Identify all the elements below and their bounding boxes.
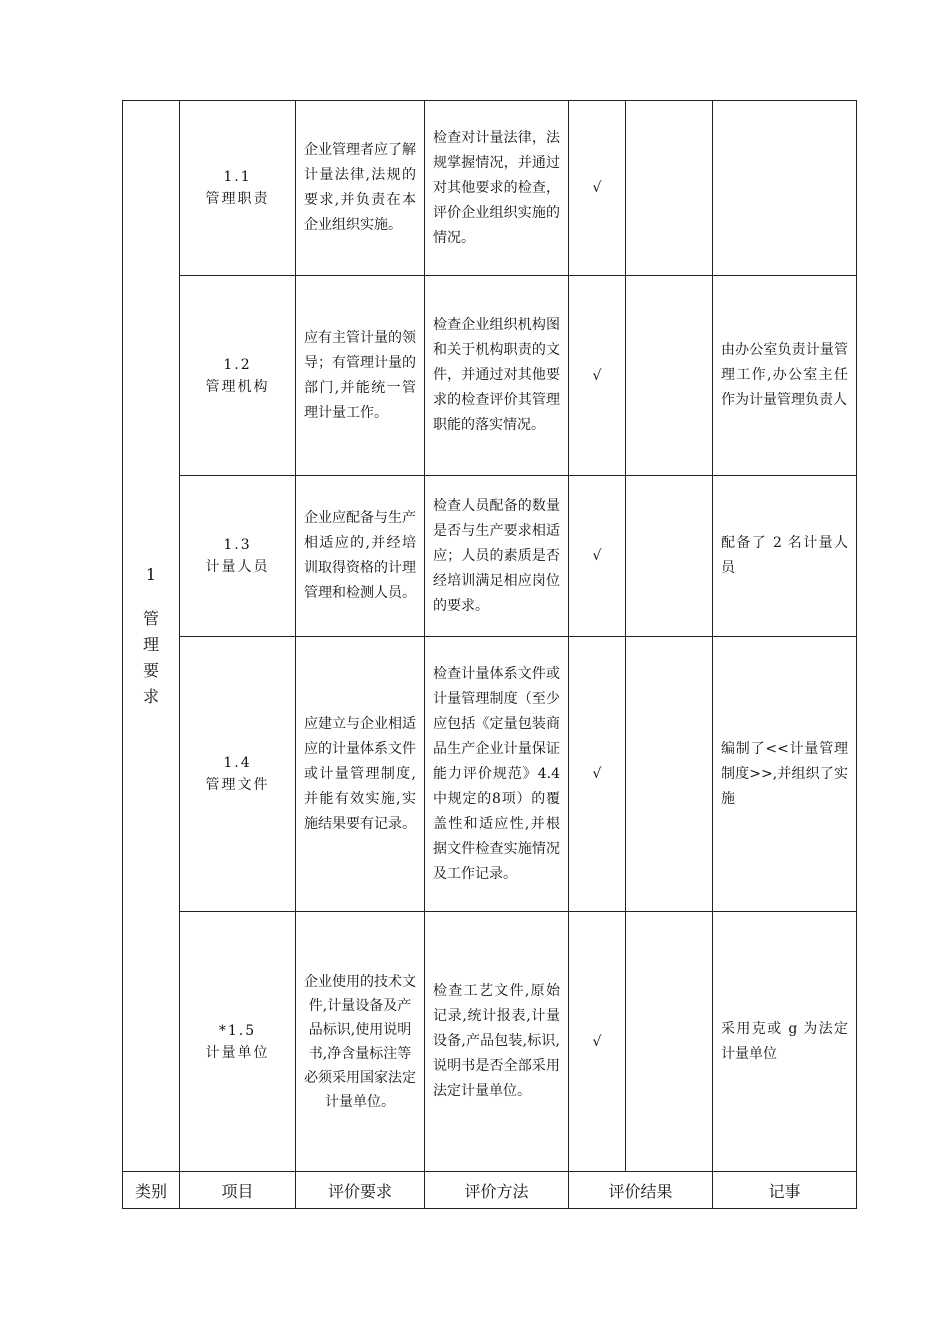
method-cell: 检查人员配备的数量是否与生产要求相适应；人员的素质是否经培训满足相应岗位的要求。	[425, 476, 569, 637]
method-cell: 检查计量体系文件或计量管理制度（至少应包括《定量包装商品生产企业计量保证能力评价规范》4.4中规定的8项）的覆盖性和适应性,并根据文件检查实施情况及工作记录。	[425, 637, 569, 912]
item-code: 1.2	[223, 356, 252, 373]
requirement-cell: 企业使用的技术文件,计量设备及产品标识,使用说明书,净含量标注等必须采用国家法定计量单位。	[296, 912, 425, 1172]
note-cell: 配备了 2 名计量人员	[713, 476, 857, 637]
result-check-cell: √	[569, 101, 626, 276]
item-cell	[180, 101, 296, 276]
method-cell: 检查企业组织机构图和关于机构职责的文件，并通过对其他要求的检查评价其管理职能的落实情况。	[425, 276, 569, 476]
table-row	[123, 912, 857, 1172]
method-cell: 检查对计量法律，法规掌握情况，并通过对其他要求的检查，评价企业组织实施的情况。	[425, 101, 569, 276]
table-row	[123, 101, 857, 276]
item-name: 计量人员	[205, 559, 270, 575]
category-char: 要	[142, 661, 159, 680]
result-extra-cell	[626, 476, 713, 637]
result-check-cell: √	[569, 476, 626, 637]
note-cell: 采用克或 g 为法定计量单位	[713, 912, 857, 1172]
category-number: 1	[145, 565, 157, 584]
note-cell	[713, 101, 857, 276]
footer-category: 类别	[123, 1172, 180, 1209]
table-row	[123, 276, 857, 476]
category-char: 求	[142, 687, 159, 706]
item-name: 管理文件	[205, 777, 270, 793]
item-name: 管理机构	[205, 378, 270, 395]
category-cell	[123, 101, 180, 1172]
footer-row	[123, 1172, 857, 1209]
requirement-cell: 企业管理者应了解计量法律,法规的要求,并负责在本企业组织实施。	[296, 101, 425, 276]
item-cell	[180, 912, 296, 1172]
table-row	[123, 637, 857, 912]
category-char: 管	[142, 609, 159, 628]
requirement-cell: 应有主管计量的领导；有管理计量的部门,并能统一管理计量工作。	[296, 276, 425, 476]
result-extra-cell	[626, 637, 713, 912]
footer-note: 记事	[713, 1172, 857, 1209]
item-code: *1.5	[218, 1022, 257, 1039]
item-name: 管理职责	[205, 191, 270, 207]
result-check-cell: √	[569, 637, 626, 912]
footer-requirement: 评价要求	[296, 1172, 425, 1209]
result-check-cell: √	[569, 276, 626, 476]
result-check-cell: √	[569, 912, 626, 1172]
item-cell	[180, 476, 296, 637]
item-code: 1.1	[223, 169, 252, 185]
note-cell: 由办公室负责计量管理工作,办公室主任作为计量管理负责人	[713, 276, 857, 476]
item-cell	[180, 637, 296, 912]
item-name: 计量单位	[205, 1044, 270, 1061]
result-extra-cell	[626, 912, 713, 1172]
category-char: 理	[142, 635, 159, 654]
evaluation-table	[122, 100, 857, 1209]
note-cell: 编制了<<计量管理制度>>,并组织了实施	[713, 637, 857, 912]
item-code: 1.4	[223, 755, 252, 771]
footer-item: 项目	[180, 1172, 296, 1209]
method-cell: 检查工艺文件,原始记录,统计报表,计量设备,产品包装,标识,说明书是否全部采用法定计量单位。	[425, 912, 569, 1172]
result-extra-cell	[626, 276, 713, 476]
requirement-cell: 企业应配备与生产相适应的,并经培训取得资格的计理管理和检测人员。	[296, 476, 425, 637]
item-cell	[180, 276, 296, 476]
result-extra-cell	[626, 101, 713, 276]
item-code: 1.3	[223, 537, 252, 553]
footer-result: 评价结果	[569, 1172, 713, 1209]
footer-method: 评价方法	[425, 1172, 569, 1209]
requirement-cell: 应建立与企业相适应的计量体系文件或计量管理制度,并能有效实施,实施结果要有记录。	[296, 637, 425, 912]
table-row	[123, 476, 857, 637]
